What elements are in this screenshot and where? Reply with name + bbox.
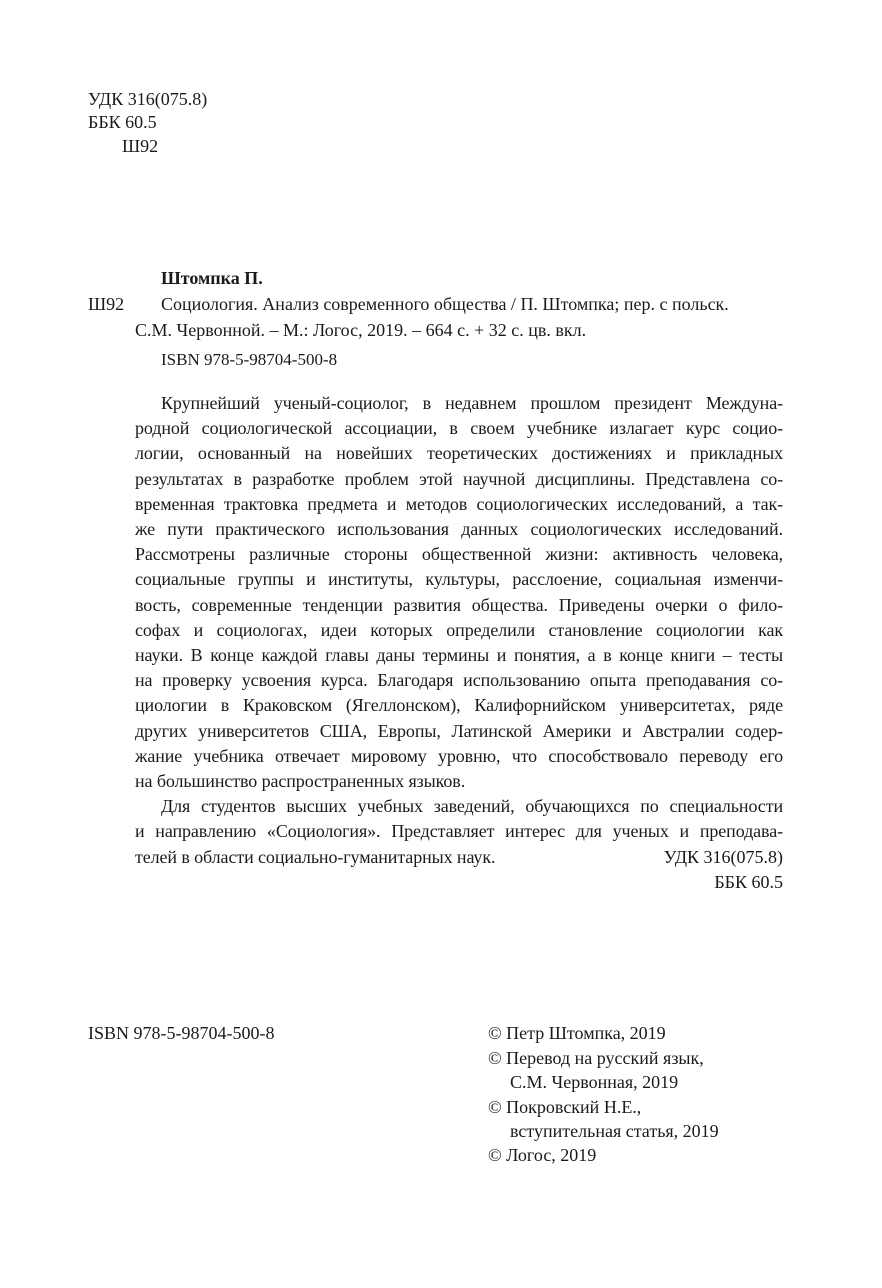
record-title-line1: Социология. Анализ современного общества / П. Штомпка; пер. с польск. [161,294,729,314]
bbk-code: ББК 60.5 [88,112,157,132]
abstract-line: телей в области социально-гуманитарных наук. [135,846,496,867]
abstract-line: вость, современные тенденции развития общества. Приведены очерки о фило- [135,594,783,615]
copyright-line: © Покровский Н.Е., [488,1097,642,1117]
footer-bbk: ББК 60.5 [714,872,783,892]
abstract-line: на большинство распространенных языков. [135,771,466,791]
udk-code: УДК 316(075.8) [88,89,208,109]
abstract-line: науки. В конце каждой главы даны термины и понятия, а в конце книги – тесты [135,645,783,665]
record-isbn: ISBN 978-5-98704-500-8 [161,350,338,369]
record-author: Штомпка П. [161,268,263,288]
copyright-line: © Перевод на русский язык, [488,1048,704,1068]
abstract-line: социальные группы и институты, культуры, расслоение, социальная изменчи- [135,569,783,590]
abstract-line: на проверку усвоения курса. Благодаря использованию опыта преподавания со- [135,670,783,691]
copyright-line: © Петр Штомпка, 2019 [488,1023,666,1043]
author-sign: Ш92 [122,136,159,156]
abstract-line: Для студентов высших учебных заведений, обучающихся по специальности [161,796,783,817]
abstract-line: временная трактовка предмета и методов социологических исследований, а так- [135,493,783,514]
bottom-isbn: ISBN 978-5-98704-500-8 [88,1023,275,1043]
abstract-line: циологии в Краковском (Ягеллонском), Калифорнийском университетах, ряде [135,695,783,716]
footer-udk: УДК 316(075.8) [663,847,783,867]
copyright-line: вступительная статья, 2019 [510,1121,719,1141]
abstract-line: других университетов США, Европы, Латинской Америки и Австралии содер- [135,720,783,741]
abstract-line: логии, основанный на новейших теоретических достижениях и прикладных [135,443,783,464]
abstract-line: и направлению «Социология». Представляет интерес для ученых и преподава- [135,821,783,842]
abstract-line: родной социологической ассоциации, в своем учебнике излагает курс социо- [135,418,783,439]
abstract-line: жание учебника отвечает мировому уровню, что способствовало переводу его [135,745,783,766]
abstract-line: результатах в разработке проблем этой научной дисциплины. Представлена со- [135,468,783,489]
record-sign: Ш92 [88,294,125,314]
abstract-line: Крупнейший ученый-социолог, в недавнем прошлом президент Междуна- [161,393,783,413]
record-title-line2: С.М. Червонной. – М.: Логос, 2019. – 664 с. + 32 с. цв. вкл. [135,320,587,340]
abstract-line: же пути практического использования данных социологических исследований. [135,519,783,539]
copyright-line: © Логос, 2019 [488,1145,597,1165]
copyright-line: С.М. Червонная, 2019 [510,1072,679,1092]
abstract-line: софах и социологах, идеи которых определили становление социологии как [135,619,783,640]
abstract-line: Рассмотрены различные стороны общественной жизни: активность человека, [135,544,783,565]
